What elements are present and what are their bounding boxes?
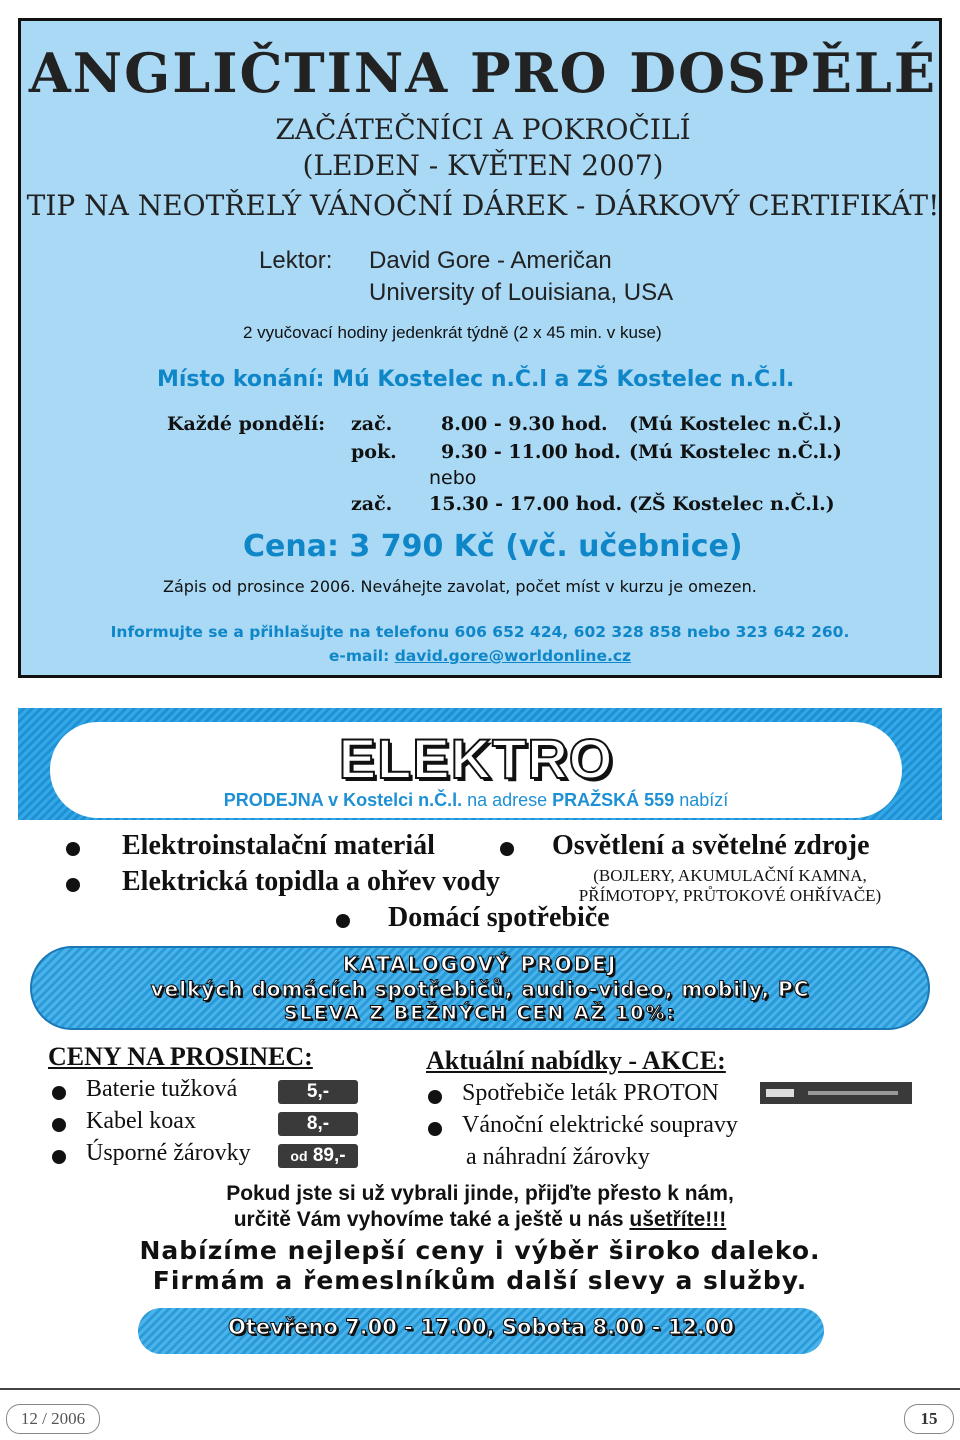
heating-note-2: PŘÍMOTOPY, PRŮTOKOVÉ OHŘÍVAČE) [578,886,882,905]
ad-subtitle-dates: (LEDEN - KVĚTEN 2007) [302,149,664,182]
bullet-icon [500,842,514,856]
bullet-icon [428,1122,442,1136]
bullet-icon [428,1090,442,1104]
schedule-place-1: (Mú Kostelec n.Č.l.) [629,413,842,435]
enroll-note: Zápis od prosince 2006. Neváhejte zavolat, počet míst v kurzu je omezen. [163,577,757,596]
store-name: PRODEJNA v Kostelci n.Č.l. [223,790,463,810]
proton-logo-image [760,1082,912,1104]
store-street: PRAŽSKÁ 559 [552,790,675,810]
feature-appliances: Domácí spotřebiče [388,902,610,933]
schedule-kind-1: zač. [351,413,393,435]
store-mid: na adrese [462,790,553,810]
catalog-products: velkých domácích spotřebičů, audio-video, mobily, PC [150,977,810,1001]
schedule-place-3: (ZŠ Kostelec n.Č.l.) [629,493,835,515]
contact-email-line [21,647,939,665]
price-tag-bulbs [278,1144,358,1168]
catalog-title: KATALOGOVÝ PRODEJ [342,952,618,976]
feature-heating: Elektrická topidla a ohřev vody [122,866,501,897]
schedule-kind-2: pok. [351,441,397,463]
schedule-place-2: (Mú Kostelec n.Č.l.) [629,441,842,463]
prices-heading: CENY NA PROSINEC: [48,1042,313,1071]
schedule-kind-3: zač. [351,493,393,515]
price-value: 8,- [306,1113,330,1134]
price-tag-battery [278,1080,358,1104]
price-value: 89,- [312,1145,346,1166]
store-end: nabízí [674,790,729,810]
bullet-icon [66,878,80,892]
promo-best-prices: Nabízíme nejlepší ceny i výběr široko daleko. [139,1236,821,1265]
footer-divider [0,1388,960,1390]
offer-xmas-lights: Vánoční elektrické soupravy [462,1112,738,1138]
promo-line-2a: určitě Vám vyhovíme také a ještě u nás [233,1208,630,1231]
bullet-icon [52,1118,66,1132]
lesson-hours: 2 vyučovací hodiny jedenkrát týdně (2 x 45 min. v kuse) [243,323,662,342]
lektor-label: Lektor: [259,247,333,274]
catalog-discount: SLEVA Z BEŽNÝCH CEN AŽ 10%: [283,1002,677,1024]
bullet-icon [336,914,350,928]
course-price: Cena: 3 790 Kč (vč. učebnice) [243,529,743,564]
offers-heading: Aktuální nabídky - AKCE: [426,1046,726,1075]
price-tag-cable [278,1112,358,1136]
offer-proton: Spotřebiče leták PROTON [462,1080,719,1106]
schedule-time-3: 15.30 - 17.00 hod. [429,493,623,515]
promo-save: ušetříte!!! [629,1208,727,1231]
feature-installation: Elektroinstalační materiál [122,830,435,861]
email-label: e-mail: [328,647,390,665]
promo-line-2 [0,1208,960,1232]
english-course-ad [18,18,942,678]
price-item-bulbs: Úsporné žárovky [86,1140,251,1166]
price-value: 5,- [306,1081,330,1102]
lektor-name: David Gore - Američan [369,247,612,274]
schedule-time-2: 9.30 - 11.00 hod. [441,441,621,463]
promo-line-1: Pokud jste si už vybrali jinde, přijďte přesto k nám, [226,1182,734,1205]
offer-spare-bulbs: a náhradní žárovky [466,1144,650,1170]
price-item-battery: Baterie tužková [86,1076,238,1102]
bullet-icon [66,842,80,856]
price-item-cable: Kabel koax [86,1108,196,1134]
schedule-time-1: 8.00 - 9.30 hod. [441,413,608,435]
schedule-or: nebo [429,467,477,489]
bullet-icon [52,1150,66,1164]
logo-text-strip [808,1091,898,1095]
bullet-icon [52,1086,66,1100]
ad-subtitle-levels: ZAČÁTEČNÍCI A POKROČILÍ [275,113,691,146]
price-prefix: od [290,1148,308,1164]
lektor-university: University of Louisiana, USA [369,279,674,306]
page-number: 15 [904,1404,954,1434]
contact-phones: Informujte se a přihlašujte na telefonu 606 652 424, 602 328 858 nebo 323 642 260. [110,623,850,641]
issue-label: 12 / 2006 [6,1404,100,1434]
schedule-label: Každé pondělí: [167,413,326,435]
store-address [50,790,902,811]
logo-mark [766,1089,794,1097]
email-link[interactable]: david.gore@worldonline.cz [394,647,632,665]
venue: Místo konání: Mú Kostelec n.Č.l a ZŠ Kostelec n.Č.l. [157,367,795,392]
opening-hours: Otevřeno 7.00 - 17.00, Sobota 8.00 - 12.00 [227,1315,735,1339]
heating-note-1: (BOJLERY, AKUMULAČNÍ KAMNA, [593,866,867,885]
ad-subtitle-gift: TIP NA NEOTŘELÝ VÁNOČNÍ DÁREK - DÁRKOVÝ CERTIFIKÁT! [26,189,940,222]
ad-title: ANGLIČTINA PRO DOSPĚLÉ [28,41,938,105]
elektro-title: ELEKTRO [338,727,614,790]
feature-lighting: Osvětlení a světelné zdroje [552,830,870,861]
promo-companies: Firmám a řemeslníkům další slevy a služby. [152,1266,808,1295]
